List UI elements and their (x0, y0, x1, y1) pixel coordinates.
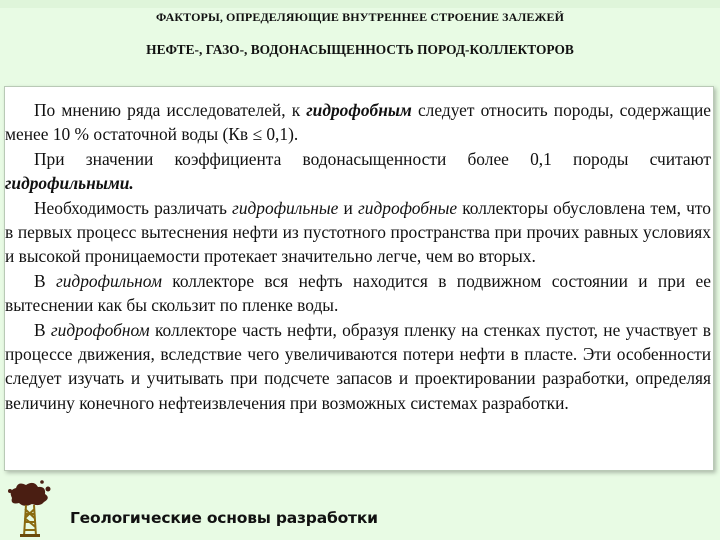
term-hydrophobic: гидрофобные (357, 197, 458, 218)
text-span: коллекторе вся нефть находится в подвижном состоянии и при ее вытеснении как бы скользит по пленке воды. (5, 270, 711, 316)
slide-title: ФАКТОРЫ, ОПРЕДЕЛЯЮЩИЕ ВНУТРЕННЕЕ СТРОЕНИЕ ЗАЛЕЖЕЙ (155, 10, 565, 24)
term-hydrophobic: гидрофобным (306, 100, 412, 120)
paragraph-4 (5, 269, 711, 318)
text-span: По мнению ряда исследователей, к (34, 100, 307, 120)
text-span: Необходимость различать (34, 197, 233, 218)
slide-subtitle: НЕФТЕ-, ГАЗО-, ВОДОНАСЫЩЕННОСТЬ ПОРОД-КОЛЛЕКТОРОВ (146, 42, 574, 57)
text-span: В (34, 270, 56, 291)
body-text (5, 98, 711, 415)
text-span: коллекторе часть нефти, образуя пленку на стенках пустот, не участвует в процессе движения, вследствие чего увеличиваются потери нефти в пласте. Эти особенности следует изучать и учитывать при подсчете запасов и проектировании разработки, определяя величину конечного нефтеизвлечения при возможных системах разработки. (5, 319, 711, 413)
course-title: Геологические основы разработки (70, 509, 378, 527)
term-hydrophobic: гидрофобном (50, 319, 150, 340)
text-span: и (338, 197, 358, 218)
paragraph-2 (5, 147, 711, 196)
text-span: следует относить породы, содержащие менее 10 % остаточной воды (Кв ≤ 0,1). (5, 100, 711, 145)
top-stripe (0, 0, 720, 8)
paragraph-3 (5, 196, 711, 269)
term-hydrophilic: гидрофильными. (5, 173, 134, 194)
oil-derrick-icon (4, 478, 60, 538)
term-hydrophilic: гидрофильные (232, 197, 339, 218)
text-span: коллекторы обусловлена тем, что в первых процесс вытеснения нефти из пустотного пространства при прочих равных условиях и высокой проницаемости протекает значительно легче, чем во вторых. (5, 197, 711, 267)
text-span: В (34, 319, 51, 340)
paragraph-1 (5, 98, 711, 147)
term-hydrophilic: гидрофильном (55, 270, 162, 291)
paragraph-5 (5, 318, 711, 416)
text-span: При значении коэффициента водонасыщенности более 0,1 породы считают (34, 148, 711, 169)
